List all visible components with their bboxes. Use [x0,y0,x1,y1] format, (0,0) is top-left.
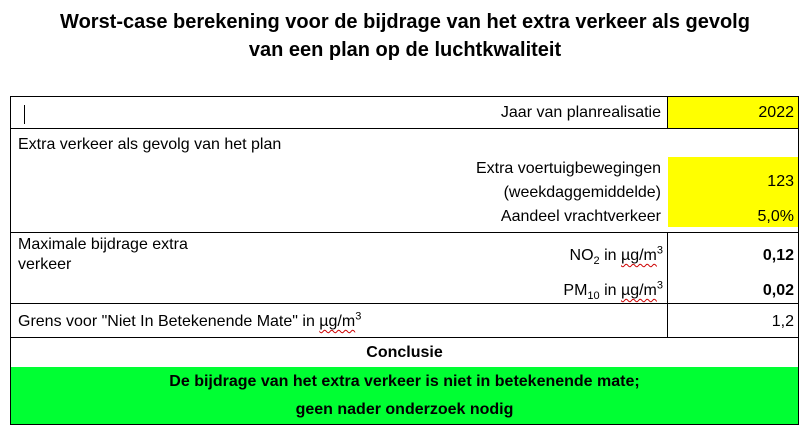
conclusion-result-line-1: De bijdrage van het extra verkeer is niet in betekenende mate; [169,373,640,390]
nibm-threshold-superscript: 3 [355,310,362,323]
pm10-value: 0,02 [762,282,794,299]
pm10-prefix: PM [563,282,588,299]
vehicle-movements-label [11,159,661,203]
vehicle-movements-label-line-2: (weekdaggemiddelde) [503,184,661,201]
row-divider [11,337,798,338]
truck-share-value[interactable]: 5,0% [757,208,794,225]
vehicle-movements-value[interactable]: 123 [767,173,794,190]
page-title [0,8,810,64]
nibm-threshold-label [18,312,658,332]
nibm-threshold-value: 1,2 [771,313,794,330]
no2-subscript: 2 [593,255,600,268]
year-value[interactable]: 2022 [758,104,794,121]
pm10-mid: in [599,282,621,299]
max-contribution-label-line-2: verkeer [18,256,72,273]
conclusion-header: Conclusie [366,344,443,361]
extra-traffic-header: Extra verkeer als gevolg van het plan [18,136,282,153]
nibm-threshold-text: Grens voor "Niet In Betekenende Mate" in [18,313,320,330]
no2-label [11,246,663,266]
max-contribution-label-line-1: Maximale bijdrage extra [18,236,188,253]
title-line-2: van een plan op de luchtkwaliteit [248,39,562,61]
vehicle-movements-label-line-1: Extra voertuigbewegingen [475,160,661,177]
conclusion-result [11,367,798,424]
pm10-subscript: 10 [587,290,600,303]
pm10-unit: µg/m [620,282,657,299]
no2-mid: in [599,247,621,264]
pm10-superscript: 3 [656,279,663,292]
no2-value: 0,12 [762,247,794,264]
nibm-threshold-unit: µg/m [319,313,356,330]
no2-prefix: NO [569,247,594,264]
title-line-1: Worst-case berekening voor de bijdrage van het extra verkeer als gevolg [60,11,750,33]
pm10-label [11,281,663,301]
calculation-sheet [10,96,799,425]
year-label: Jaar van planrealisatie [500,104,661,121]
conclusion-result-line-2: geen nader onderzoek nodig [295,401,514,418]
no2-unit: µg/m [620,247,657,264]
truck-share-label: Aandeel vrachtverkeer [500,208,661,225]
row-divider [11,232,798,233]
no2-superscript: 3 [656,244,663,257]
row-divider [11,303,798,304]
row-divider [11,128,798,129]
